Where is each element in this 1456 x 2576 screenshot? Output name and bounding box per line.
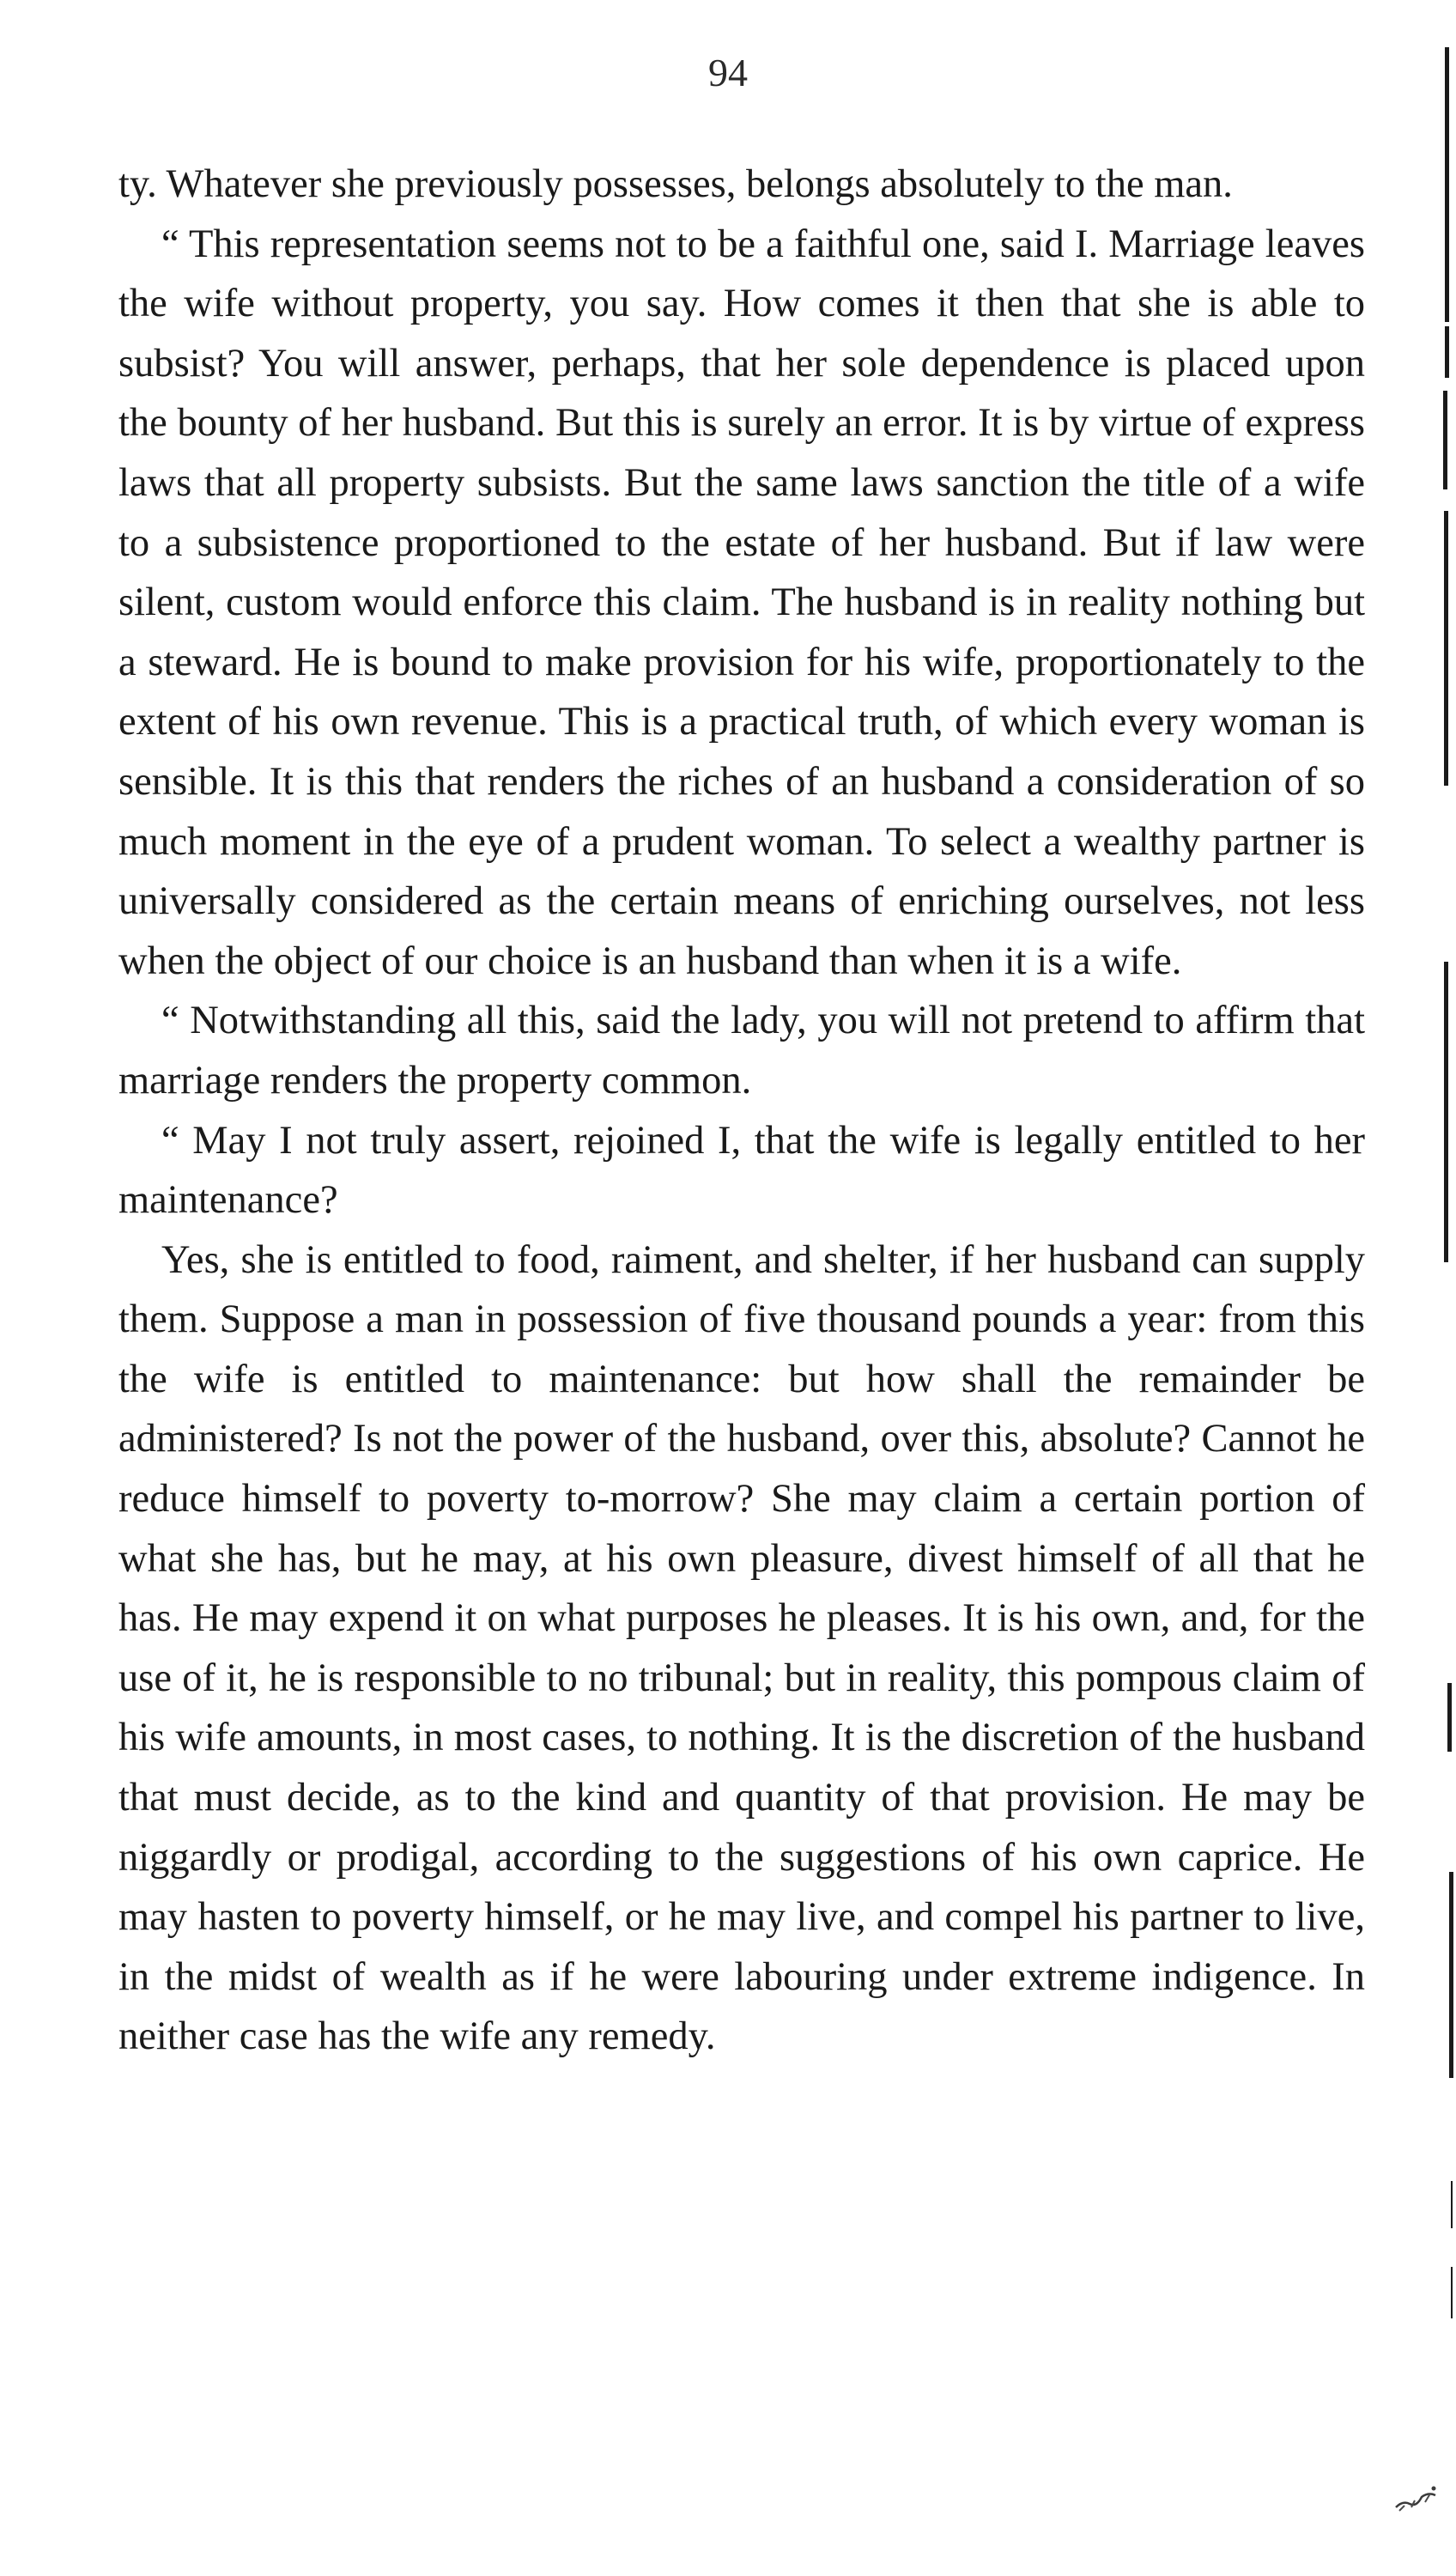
binding-edge-line <box>1451 2181 1453 2228</box>
paragraph: ty. Whatever she previously possesses, belongs absolutely to the man. <box>118 162 1233 206</box>
binding-edge-line <box>1449 1872 1453 2078</box>
ink-smudge-mark <box>1392 2482 1441 2516</box>
binding-edge-line <box>1445 47 1449 322</box>
paragraph: “ May I not truly assert, rejoined I, that the wife is legally entitled to her maintenance? <box>118 1118 1365 1223</box>
body-text <box>118 155 1365 2067</box>
paragraph: “ This representation seems not to be a faithful one, said I. Marriage leaves the wife without property, you say. How comes it then that she is able to subsist? You will answer, perhaps, that her sole dependence is placed upon the bounty of her husband. But this is surely an error. It is by virtue of express laws that all property subsists. But the same laws sanction the title of a wife to a subsistence proportioned to the estate of her husband. But if law were silent, custom would enforce this claim. The husband is in reality nothing but a steward. He is bound to make provision for his wife, proportionately to the extent of his own revenue. This is a practical truth, of which every woman is sensible. It is this that renders the riches of an husband a consideration of so much moment in the eye of a prudent woman. To select a wealthy partner is universally considered as the certain means of enriching ourselves, not less when the object of our choice is an husband than when it is a wife. <box>118 222 1365 983</box>
binding-edge-line <box>1447 1683 1452 1752</box>
paragraph: “ Notwithstanding all this, said the lady, you will not pretend to affirm that marriage renders the property common. <box>118 999 1365 1103</box>
binding-edge-line <box>1444 511 1448 786</box>
binding-edge-line <box>1445 326 1449 378</box>
binding-edge-line <box>1451 2267 1453 2318</box>
binding-edge-line <box>1444 962 1448 1262</box>
binding-edge-line <box>1443 391 1447 489</box>
page-number: 94 <box>708 51 748 94</box>
paragraph: Yes, she is entitled to food, raiment, and shelter, if her husband can supply them. Suppose a man in possession of five thousand pounds a year: from this the wife is entitled to maintenance: but how shall the remainder be administered? Is not the power of the husband, over this, absolute? Cannot he reduce himself to poverty to-morrow? She may claim a certain portion of what she has, but he may, at his own pleasure, divest himself of all that he has. He may expend it on what purposes he pleases. It is his own, and, for the use of it, he is responsible to no tribunal; but in reality, this pompous claim of his wife amounts, in most cases, to nothing. It is the discretion of the husband that must decide, as to the kind and quantity of that provision. He may be niggardly or prodigal, according to the suggestions of his own caprice. He may hasten to poverty himself, or he may live, and compel his partner to live, in the midst of wealth as if he were labouring under extreme indigence. In neither case has the wife any remedy. <box>118 1237 1365 2059</box>
